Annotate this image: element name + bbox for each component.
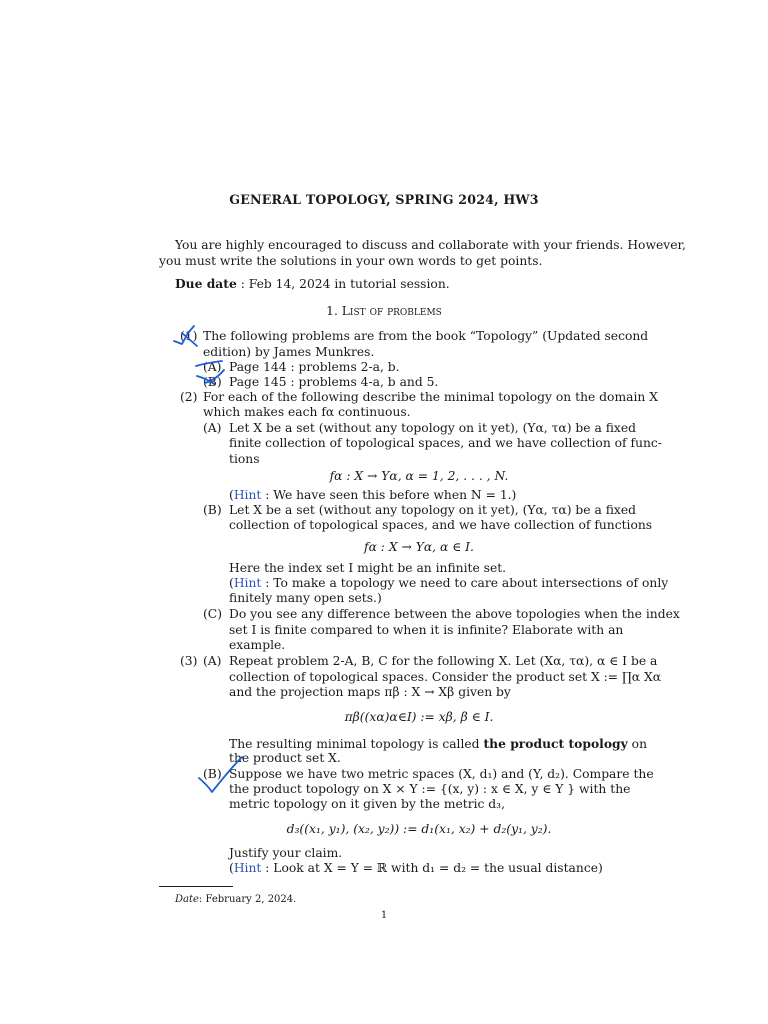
due-date-text: : Feb 14, 2024 in tutorial session. (236, 277, 450, 291)
problem-3a-line-1: Repeat problem 2-A, B, C for the following X. Let (Xα, τα), α ∈ I be a (229, 654, 658, 668)
problem-1a-number: (A) (203, 360, 222, 374)
hint-paren: ( (229, 576, 234, 590)
problem-2b-equation: fα : X → Yα, α ∈ I. (364, 540, 474, 554)
footnote (175, 892, 296, 907)
problem-1a-text: Page 144 : problems 2-a, b. (229, 360, 400, 374)
product-topology-term: the product topology (483, 736, 628, 751)
problem-2a-line-2: finite collection of topological spaces, and we have collection of func- (229, 436, 662, 450)
problem-3a-equation: πβ((xα)α∈I) := xβ, β ∈ I. (344, 710, 494, 724)
product-topology-sentence: The resulting minimal topology is called (229, 737, 484, 751)
problem-2a-hint (229, 488, 516, 503)
problem-2b-hint (229, 576, 668, 591)
hint-link[interactable]: Hint (233, 576, 262, 590)
problem-2c-line-2: set I is finite compared to when it is infinite? Elaborate with an (229, 623, 624, 637)
problem-2b-line-2: collection of topological spaces, and we have collection of functions (229, 518, 653, 532)
problem-3b-hint (229, 861, 603, 876)
problem-2c-line-1: Do you see any difference between the above topologies when the index (229, 607, 680, 621)
product-topology-sentence-end: on (627, 737, 647, 751)
problem-3b-equation: d₃((x₁, y₁), (x₂, y₂)) := d₁(x₁, x₂) + d₂(y₁, y₂). (286, 822, 552, 836)
problem-3a-line-4 (229, 736, 647, 752)
problem-3a-line-2: collection of topological spaces. Consider the product set X := ∏α Xα (229, 670, 662, 684)
problem-2-line-1: For each of the following describe the minimal topology on the domain X (203, 390, 658, 404)
problem-2b-number: (B) (203, 503, 222, 517)
problem-2a-equation: fα : X → Yα, α = 1, 2, . . . , N. (329, 469, 509, 483)
hint-text: : To make a topology we need to care about intersections of only (261, 576, 669, 590)
due-date-label: Due date (175, 276, 237, 291)
page-title: GENERAL TOPOLOGY, SPRING 2024, HW3 (229, 192, 539, 207)
page-number: 1 (380, 910, 388, 921)
hint-link[interactable]: Hint (233, 861, 262, 875)
footnote-text: : February 2, 2024. (198, 894, 297, 905)
problem-1b-text: Page 145 : problems 4-a, b and 5. (229, 375, 439, 389)
section-heading: 1. List of problems (326, 304, 442, 318)
problem-3b-line-4: Justify your claim. (229, 846, 343, 860)
footnote-rule (159, 886, 233, 887)
problem-2-number: (2) (180, 390, 198, 404)
hint-paren: ( (229, 861, 234, 875)
problem-3b-line-3: metric topology on it given by the metric d₃, (229, 797, 506, 811)
problem-1-line-2: edition) by James Munkres. (203, 345, 375, 359)
footnote-label: Date (175, 894, 199, 905)
intro-line-1: You are highly encouraged to discuss and collaborate with your friends. However, (175, 238, 686, 252)
hint-text: : We have seen this before when N = 1.) (261, 488, 517, 502)
problem-3b-line-1: Suppose we have two metric spaces (X, d₁) and (Y, d₂). Compare the (229, 767, 654, 781)
due-date (175, 276, 450, 292)
problem-2a-line-3: tions (229, 452, 260, 466)
problem-3-number: (3) (180, 654, 198, 668)
problem-3a-line-5: the product set X. (229, 751, 341, 765)
problem-2b-hint-line-2: finitely many open sets.) (229, 591, 382, 605)
problem-2b-line-3: Here the index set I might be an infinite set. (229, 561, 507, 575)
problem-1-line-1: The following problems are from the book “Topology” (Updated second (203, 329, 649, 343)
problem-2a-line-1: Let X be a set (without any topology on it yet), (Yα, τα) be a fixed (229, 421, 637, 435)
problem-2c-number: (C) (203, 607, 223, 621)
problem-3a-line-3: and the projection maps πβ : X → Xβ given by (229, 685, 511, 699)
problem-1-number: (1) (180, 329, 198, 343)
problem-2-line-2: which makes each fα continuous. (203, 405, 411, 419)
problem-1b-number: (B) (203, 375, 222, 389)
problem-2b-line-1: Let X be a set (without any topology on it yet), (Yα, τα) be a fixed (229, 503, 637, 517)
intro-line-2: you must write the solutions in your own words to get points. (159, 254, 543, 268)
problem-3b-number: (B) (203, 767, 222, 781)
hint-link[interactable]: Hint (233, 488, 262, 502)
hint-paren: ( (229, 488, 234, 502)
problem-2c-line-3: example. (229, 638, 286, 652)
problem-3b-line-2: the product topology on X × Y := {(x, y) : x ∈ X, y ∈ Y } with the (229, 782, 631, 796)
hint-text: : Look at X = Y = ℝ with d₁ = d₂ = the usual distance) (261, 861, 603, 875)
problem-3a-number: (A) (203, 654, 222, 668)
problem-2a-number: (A) (203, 421, 222, 435)
